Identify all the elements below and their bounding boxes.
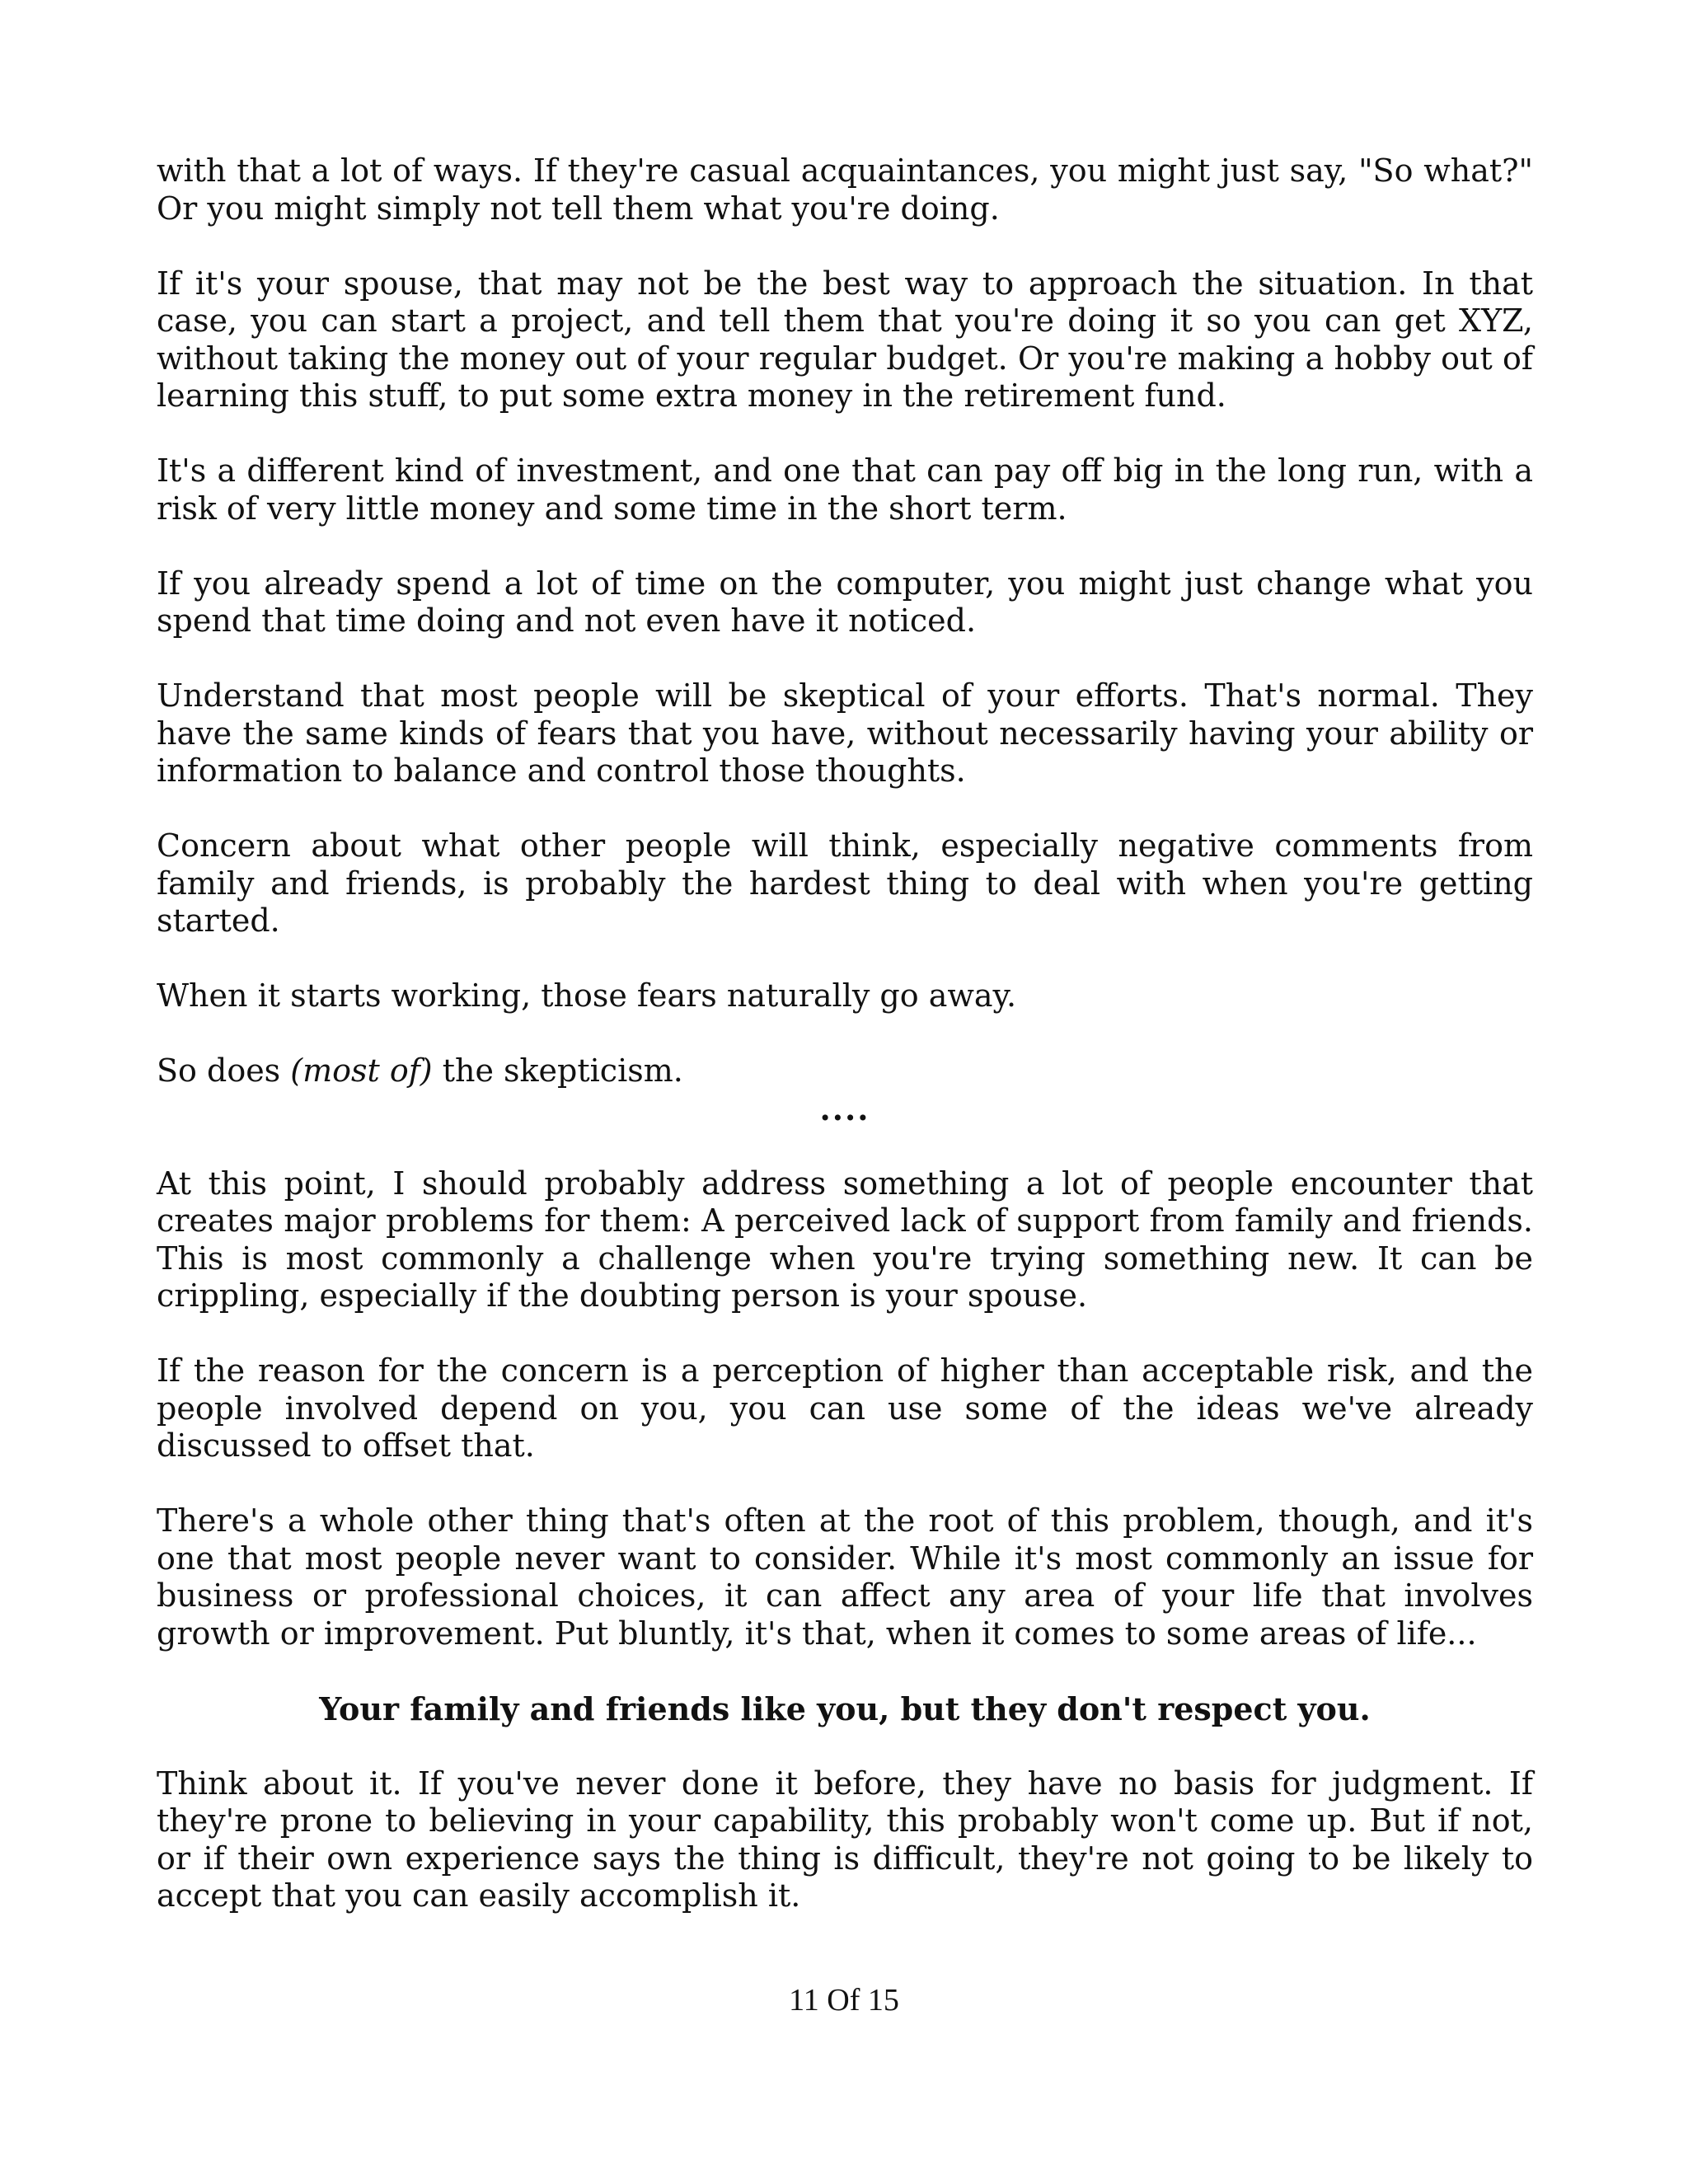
paragraph-3: It's a different kind of investment, and one that can pay off big in the long run, with a risk of very little money and some time in the short term.: [157, 452, 1533, 527]
paragraph-5: Understand that most people will be skeptical of your efforts. That's normal. They have the same kinds of fears that you have, without necessarily having your ability or information to balance and control those thoughts.: [157, 677, 1533, 789]
paragraph-8-italic: (most of): [290, 1052, 433, 1089]
paragraph-6: Concern about what other people will think, especially negative comments from family and friends, is probably the hardest thing to deal with when you're getting started.: [157, 827, 1533, 939]
page-number: 11 Of 15: [789, 1983, 899, 2018]
section-separator: ....: [819, 1090, 870, 1127]
paragraph-1: with that a lot of ways. If they're casual acquaintances, you might just say, "So what?" Or you might simply not tell them what you're doing.: [157, 152, 1533, 227]
paragraph-8: [157, 1052, 1533, 1090]
callout-statement: Your family and friends like you, but they don't respect you.: [319, 1690, 1371, 1727]
paragraph-2: If it's your spouse, that may not be the best way to approach the situation. In that case, you can start a project, and tell them that you're doing it so you can get XYZ, without taking the money out of your regular budget. Or you're making a hobby out of learning this stuff, to put some extra money in the retirement fund.: [157, 265, 1533, 414]
paragraph-8-prefix: So does: [157, 1052, 291, 1089]
paragraph-8-suffix: the skepticism.: [432, 1052, 683, 1089]
paragraph-11: There's a whole other thing that's often at the root of this problem, though, and it's one that most people never want to consider. While it's most commonly an issue for business or professional choices, it can affect any area of your life that involves growth or improvement. Put bluntly, it's that, when it comes to some areas of life...: [157, 1502, 1533, 1652]
paragraph-9: At this point, I should probably address something a lot of people encounter that creates major problems for them: A perceived lack of support from family and friends. This is most commonly a challenge when you're trying something new. It can be crippling, especially if the doubting person is your spouse.: [157, 1165, 1533, 1314]
document-body: [157, 152, 1533, 1952]
paragraph-12: Think about it. If you've never done it before, they have no basis for judgment. If they're prone to believing in your capability, this probably won't come up. But if not, or if their own experience says the thing is difficult, they're not going to be likely to accept that you can easily accomplish it.: [157, 1765, 1533, 1914]
paragraph-4: If you already spend a lot of time on the computer, you might just change what you spend that time doing and not even have it noticed.: [157, 565, 1533, 639]
paragraph-7: When it starts working, those fears naturally go away.: [157, 977, 1017, 1014]
paragraph-10: If the reason for the concern is a perception of higher than acceptable risk, and the people involved depend on you, you can use some of the ideas we've already discussed to offset that.: [157, 1352, 1533, 1464]
